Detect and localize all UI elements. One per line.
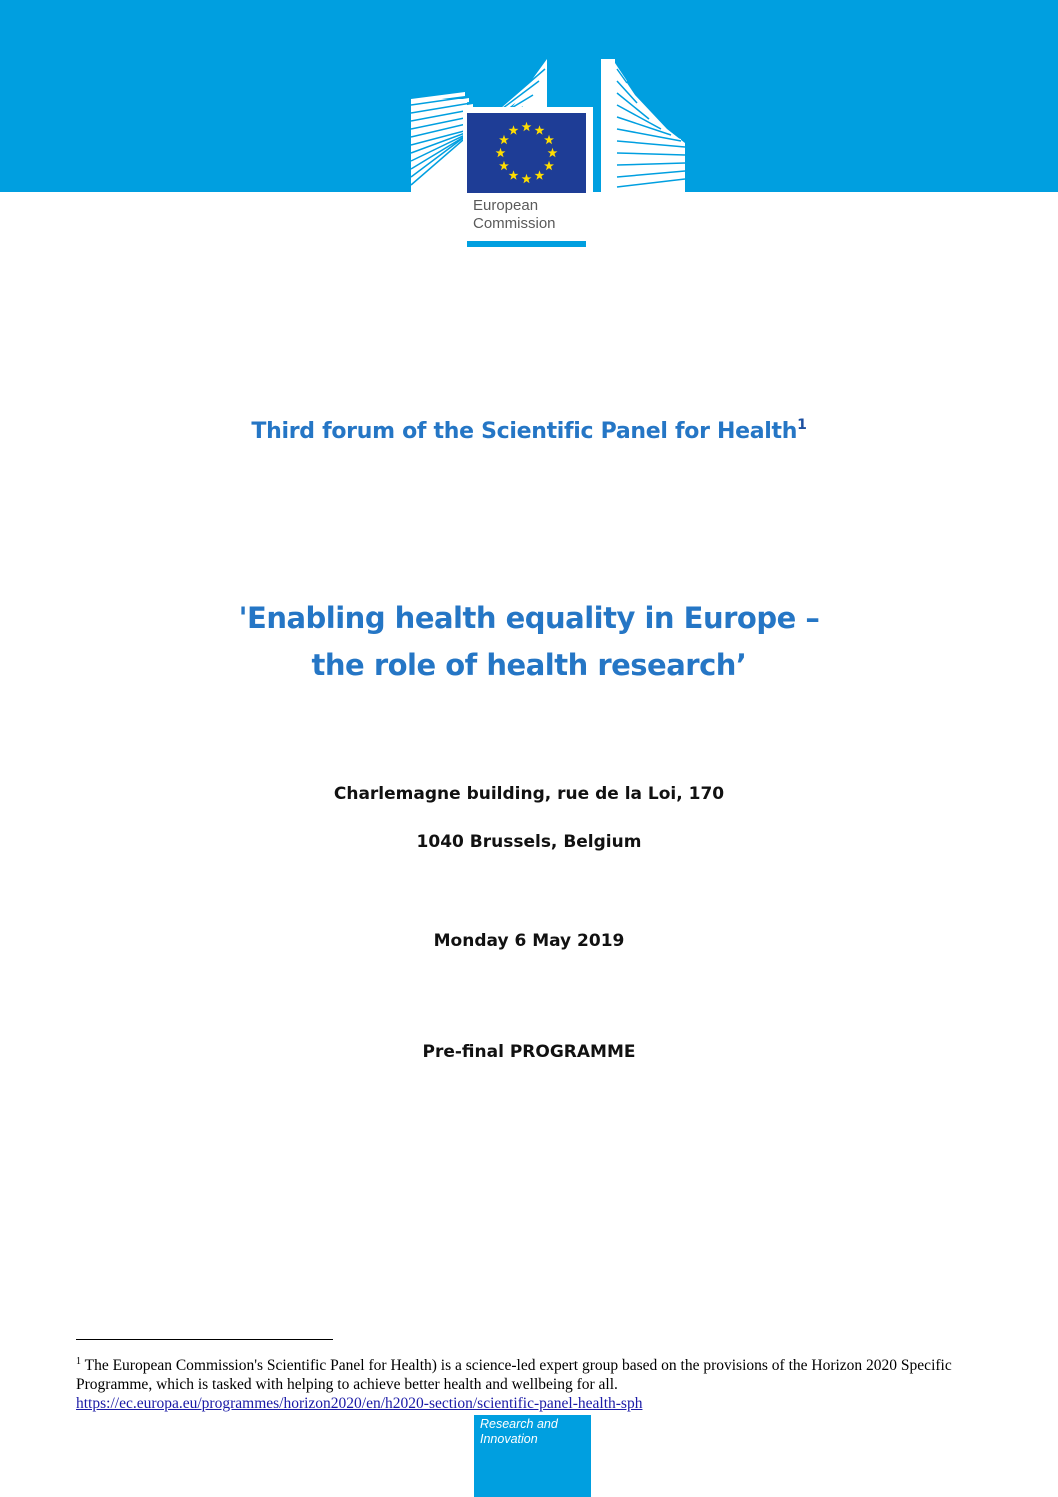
ri-line-1: Research and [480,1417,558,1431]
logo-line-european: European [473,197,539,214]
footnote-number: 1 [76,1356,81,1367]
venue-line-2: 1040 Brussels, Belgium [416,832,642,852]
logo-line-commission: Commission [473,215,556,232]
programme-label: Pre-final PROGRAMME [422,1042,636,1062]
main-title-line-1: 'Enabling health equality in Europe – [238,601,820,635]
main-title [0,595,1058,689]
ri-line-2: Innovation [480,1432,538,1446]
footnote-ref[interactable]: 1 [797,417,807,433]
footnote-separator [76,1339,333,1340]
logo-underline [467,241,586,247]
research-innovation-box [474,1415,591,1497]
forum-title-text: Third forum of the Scientific Panel for Health [251,419,798,444]
venue-line-1: Charlemagne building, rue de la Loi, 170 [333,784,725,804]
footnote-link[interactable]: https://ec.europa.eu/programmes/horizon2020/en/h2020-section/scientific-panel-health-sph [76,1395,643,1412]
european-commission-logo [405,55,695,250]
event-date: Monday 6 May 2019 [433,931,625,951]
footnote-text: The European Commission's Scientific Panel for Health) is a science-led expert group based on the provisions of the Horizon 2020 Specific Programme, which is tasked with helping to achieve better health and wellbeing for all. [76,1357,952,1393]
forum-title [0,417,1058,444]
footnote [76,1352,986,1413]
main-title-line-2: the role of health research’ [311,648,747,682]
logo-wordmark [473,197,603,233]
